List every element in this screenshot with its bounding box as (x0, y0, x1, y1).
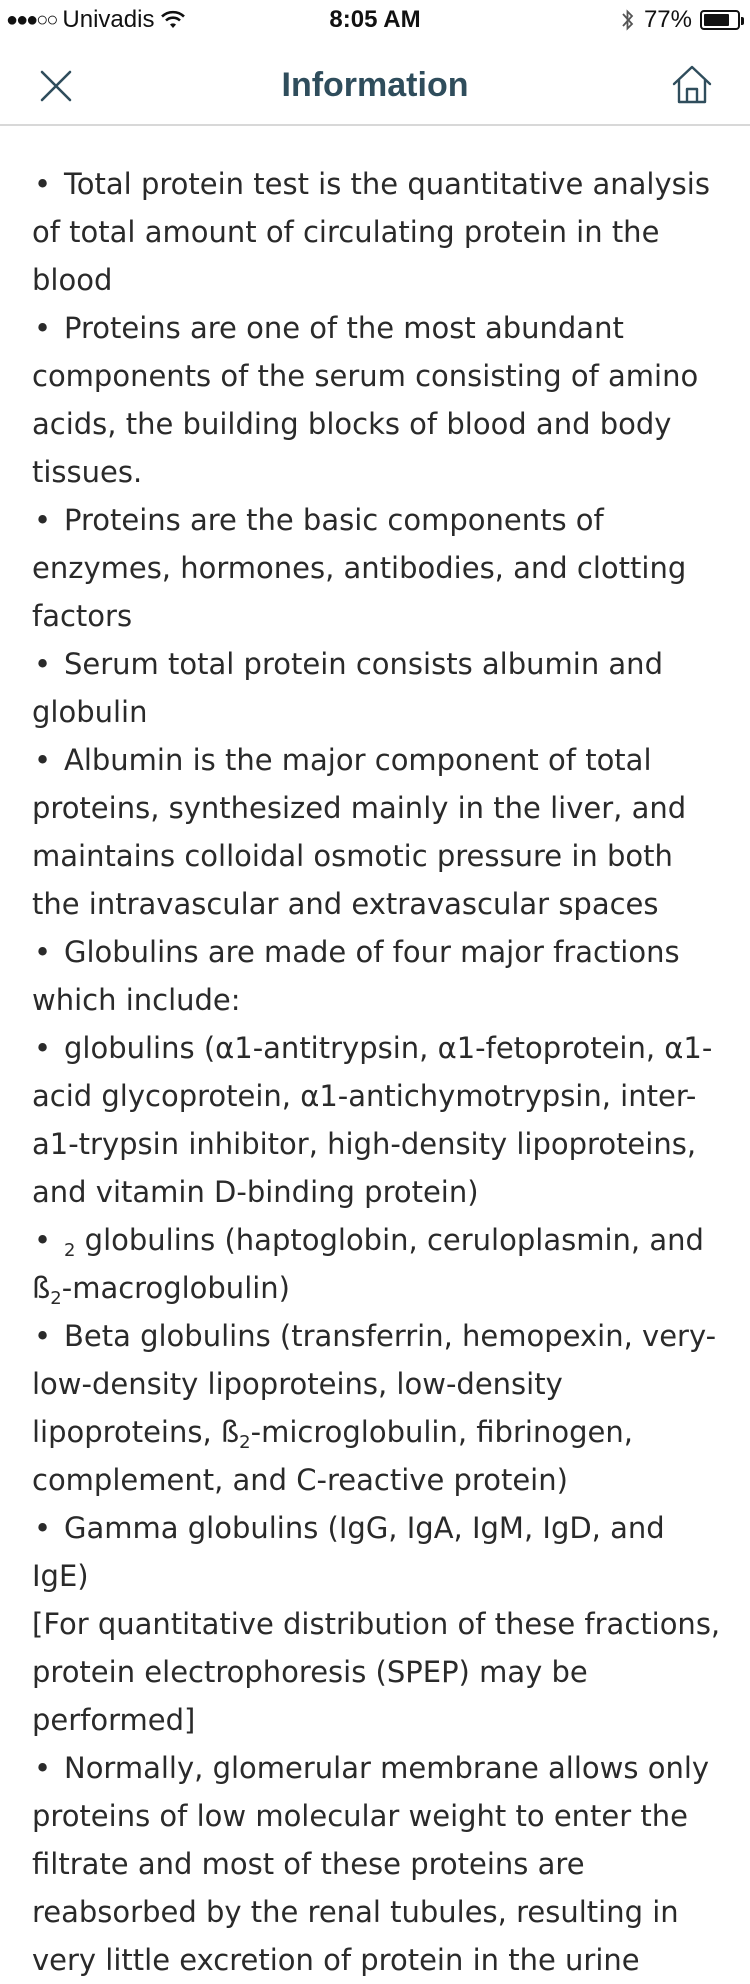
list-item (32, 640, 722, 736)
list-item (32, 928, 722, 1024)
list-item-text: Beta globulins (transferrin, hemopexin, very-low-density lipoproteins, low-density lipoproteins, ß (32, 1319, 717, 1449)
bullet: • (34, 1751, 52, 1785)
list-item-note: [For quantitative distribution of these fractions, protein electrophoresis (SPEP) may be performed] (32, 1607, 721, 1737)
bullet: • (34, 1223, 52, 1257)
bullet: • (34, 743, 52, 777)
bullet: • (34, 167, 52, 201)
list-item-text: -macroglobulin) (61, 1271, 290, 1305)
battery-icon (700, 10, 740, 30)
list-item-text: Gamma globulins (IgG, IgA, IgM, IgD, and IgE) (32, 1511, 665, 1593)
list-item (32, 1216, 722, 1312)
list-item (32, 1312, 722, 1504)
list-item-text: Albumin is the major component of total proteins, synthesized mainly in the liver, and maintains colloidal osmotic pressure in both the intravascular and extravascular spaces (32, 743, 687, 921)
list-item (32, 736, 722, 928)
bullet: • (34, 311, 52, 345)
list-item (32, 496, 722, 640)
list-item-text: Total protein test is the quantitative analysis of total amount of circulating protein in the blood (32, 167, 710, 297)
signal-strength-icon: ●●●○○ (6, 8, 57, 31)
info-content (32, 160, 722, 1984)
navigation-bar (0, 40, 750, 126)
subscript: 2 (239, 1432, 251, 1453)
list-item (32, 160, 722, 304)
bluetooth-icon (620, 7, 636, 33)
list-item-text: Serum total protein consists albumin and globulin (32, 647, 663, 729)
bullet: • (34, 647, 52, 681)
subscript: 2 (64, 1240, 76, 1261)
subscript: 2 (50, 1288, 62, 1309)
list-item-text: globulins (α1-antitrypsin, α1-fetoprotein, α1-acid glycoprotein, α1-antichymotrypsin, inter-a1-trypsin inhibitor, high-density lipoproteins, and vitamin D-binding protein) (32, 1031, 713, 1209)
battery-level-fill (704, 14, 729, 26)
bullet: • (34, 935, 52, 969)
list-item (32, 1504, 722, 1600)
status-bar (0, 0, 750, 40)
bullet: • (34, 503, 52, 537)
list-item-text: Proteins are one of the most abundant components of the serum consisting of amino acids, the building blocks of blood and body tissues. (32, 311, 699, 489)
status-time: 8:05 AM (329, 6, 421, 33)
list-item (32, 1744, 722, 1984)
bullet: • (34, 1511, 52, 1545)
battery-percent: 77% (643, 6, 692, 33)
battery-cap (741, 17, 744, 25)
bullet: • (34, 1319, 52, 1353)
carrier-name: Univadis (62, 6, 155, 33)
list-item-text: -microglobulin, fibrinogen, complement, and C-reactive protein) (32, 1415, 633, 1497)
page-title: Information (281, 66, 469, 104)
bullet: • (34, 1031, 52, 1065)
status-right (620, 6, 740, 34)
list-item (32, 304, 722, 496)
list-item-text: globulins (haptoglobin, ceruloplasmin, and ß (32, 1223, 704, 1305)
list-item-text: Globulins are made of four major fractions which include: (32, 935, 680, 1017)
list-item-text: Proteins are the basic components of enzymes, hormones, antibodies, and clotting factors (32, 503, 687, 633)
home-icon[interactable] (670, 62, 714, 106)
list-item (32, 1024, 722, 1216)
list-item-text: Normally, glomerular membrane allows only proteins of low molecular weight to enter the filtrate and most of these proteins are reabsorbed by the renal tubules, resulting in very little excretion of protein in the urine (32, 1751, 710, 1977)
